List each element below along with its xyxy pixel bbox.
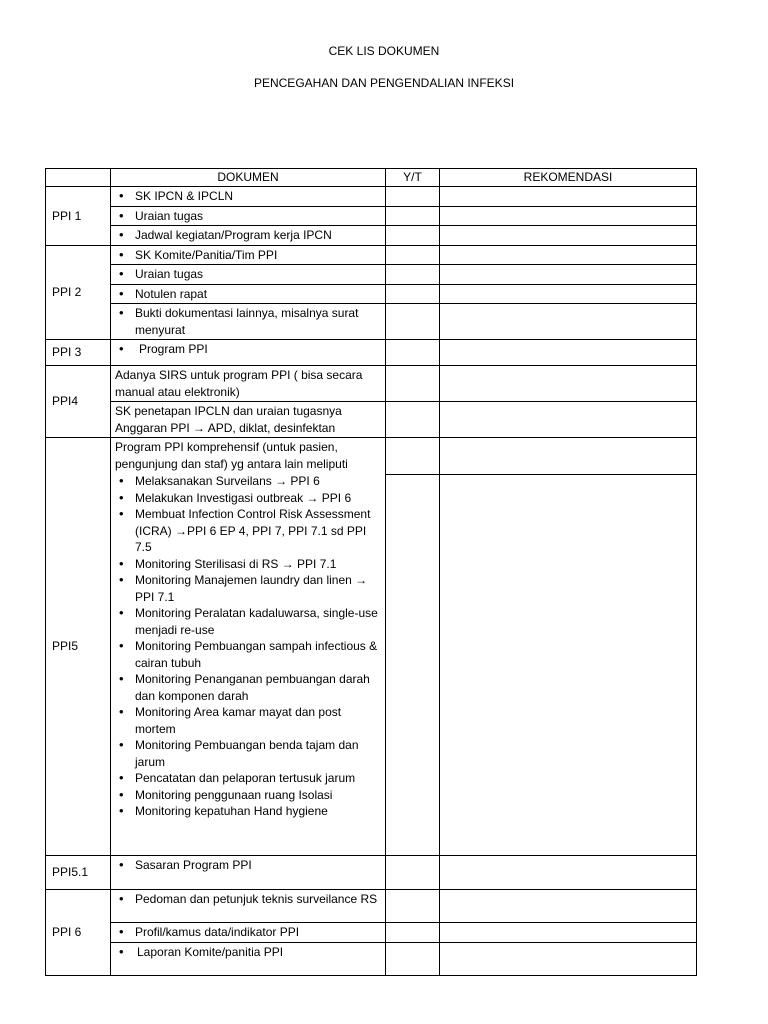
yt-cell[interactable]: [386, 226, 440, 246]
yt-cell[interactable]: [386, 923, 440, 943]
yt-cell[interactable]: [386, 438, 440, 475]
header-dokumen: DOKUMEN: [111, 169, 386, 187]
list-item: • Monitoring Manajemen laundry dan linen → PPI 7.1: [115, 572, 381, 605]
list-item: • SK Komite/Panitia/Tim PPI: [115, 247, 381, 264]
table-row: [46, 187, 697, 207]
list-item: • Monitoring Peralatan kadaluwarsa, single-use menjadi re-use: [115, 605, 381, 638]
row-label-ppi1: PPI 1: [46, 187, 111, 246]
list-item: • Monitoring penggunaan ruang Isolasi: [115, 787, 381, 804]
table-row: [46, 340, 697, 366]
rekomendasi-cell[interactable]: [440, 856, 697, 890]
row-label-ppi4: PPI4: [46, 366, 111, 438]
list-item: • Membuat Infection Control Risk Assessment (ICRA) →PPI 6 EP 4, PPI 7, PPI 7.1 sd PPI 7.5: [115, 506, 381, 556]
header-yt: Y/T: [386, 169, 440, 187]
table-row: [46, 206, 697, 226]
ppi5-intro: Program PPI komprehensif (untuk pasien, pengunjung dan staf) yg antara lain meliputi: [115, 440, 348, 471]
rekomendasi-cell[interactable]: [440, 265, 697, 285]
rekomendasi-cell[interactable]: [440, 245, 697, 265]
yt-cell[interactable]: [386, 856, 440, 890]
header-rekomendasi: REKOMENDASI: [440, 169, 697, 187]
yt-cell[interactable]: [386, 890, 440, 923]
table-row: [46, 890, 697, 923]
list-item: • Melakukan Investigasi outbreak → PPI 6: [115, 490, 381, 507]
row-label-ppi3: PPI 3: [46, 340, 111, 366]
table-row: [46, 402, 697, 438]
row-label-ppi5: PPI5: [46, 438, 111, 856]
rekomendasi-cell[interactable]: [440, 340, 697, 366]
list-item: • Program PPI: [115, 341, 381, 358]
list-item: • Profil/kamus data/indikator PPI: [115, 924, 381, 941]
yt-cell[interactable]: [386, 304, 440, 340]
yt-cell[interactable]: [386, 475, 440, 856]
table-row: [46, 943, 697, 976]
list-item: • Sasaran Program PPI: [115, 857, 381, 874]
list-item: • Bukti dokumentasi lainnya, misalnya surat menyurat: [115, 305, 381, 338]
row-label-ppi2: PPI 2: [46, 245, 111, 340]
list-item: • Monitoring Sterilisasi di RS → PPI 7.1: [115, 556, 381, 573]
document-title: CEK LIS DOKUMEN: [328, 44, 440, 58]
header-empty-cell: [46, 169, 111, 187]
list-item: • Monitoring Area kamar mayat dan post mortem: [115, 704, 381, 737]
list-item: • Melaksanakan Surveilans → PPI 6: [115, 473, 381, 490]
document-subtitle: PENCEGAHAN DAN PENGENDALIAN INFEKSI: [253, 76, 515, 90]
list-item: • Notulen rapat: [115, 286, 381, 303]
rekomendasi-cell[interactable]: [440, 284, 697, 304]
ppi4-text-1: Adanya SIRS untuk program PPI ( bisa secara manual atau elektronik): [111, 366, 386, 402]
ppi4-text-2: SK penetapan IPCLN dan uraian tugasnya Anggaran PPI → APD, diklat, desinfektan: [111, 402, 386, 438]
list-item: • Pencatatan dan pelaporan tertusuk jarum: [115, 770, 381, 787]
list-item: • SK IPCN & IPCLN: [115, 188, 381, 205]
rekomendasi-cell[interactable]: [440, 475, 697, 856]
rekomendasi-cell[interactable]: [440, 402, 697, 438]
table-row: [46, 366, 697, 402]
yt-cell[interactable]: [386, 265, 440, 285]
yt-cell[interactable]: [386, 366, 440, 402]
table-row: [46, 856, 697, 890]
list-item: • Laporan Komite/panitia PPI: [115, 944, 381, 961]
list-item: • Uraian tugas: [115, 208, 381, 225]
table-row: [46, 923, 697, 943]
yt-cell[interactable]: [386, 284, 440, 304]
rekomendasi-cell[interactable]: [440, 304, 697, 340]
rekomendasi-cell[interactable]: [440, 923, 697, 943]
table-row: [46, 245, 697, 265]
table-row: [46, 438, 697, 475]
list-item: • Uraian tugas: [115, 266, 381, 283]
list-item: • Pedoman dan petunjuk teknis surveilance RS: [115, 891, 381, 908]
rekomendasi-cell[interactable]: [440, 206, 697, 226]
list-item: • Monitoring Pembuangan benda tajam dan jarum: [115, 737, 381, 770]
yt-cell[interactable]: [386, 245, 440, 265]
table-row: [46, 304, 697, 340]
row-label-ppi51: PPI5.1: [46, 856, 111, 890]
rekomendasi-cell[interactable]: [440, 890, 697, 923]
rekomendasi-cell[interactable]: [440, 438, 697, 475]
yt-cell[interactable]: [386, 402, 440, 438]
table-row: [46, 265, 697, 285]
rekomendasi-cell[interactable]: [440, 226, 697, 246]
table-row: [46, 226, 697, 246]
ppi5-content: [111, 438, 386, 856]
rekomendasi-cell[interactable]: [440, 366, 697, 402]
yt-cell[interactable]: [386, 187, 440, 207]
checklist-table: [45, 168, 697, 976]
list-item: • Monitoring Pembuangan sampah infectious & cairan tubuh: [115, 638, 381, 671]
yt-cell[interactable]: [386, 943, 440, 976]
rekomendasi-cell[interactable]: [440, 943, 697, 976]
table-header-row: [46, 169, 697, 187]
list-item: • Monitoring Penanganan pembuangan darah dan komponen darah: [115, 671, 381, 704]
list-item: • Jadwal kegiatan/Program kerja IPCN: [115, 227, 381, 244]
table-row: [46, 284, 697, 304]
row-label-ppi6: PPI 6: [46, 890, 111, 976]
yt-cell[interactable]: [386, 206, 440, 226]
list-item: • Monitoring kepatuhan Hand hygiene: [115, 803, 381, 820]
yt-cell[interactable]: [386, 340, 440, 366]
rekomendasi-cell[interactable]: [440, 187, 697, 207]
